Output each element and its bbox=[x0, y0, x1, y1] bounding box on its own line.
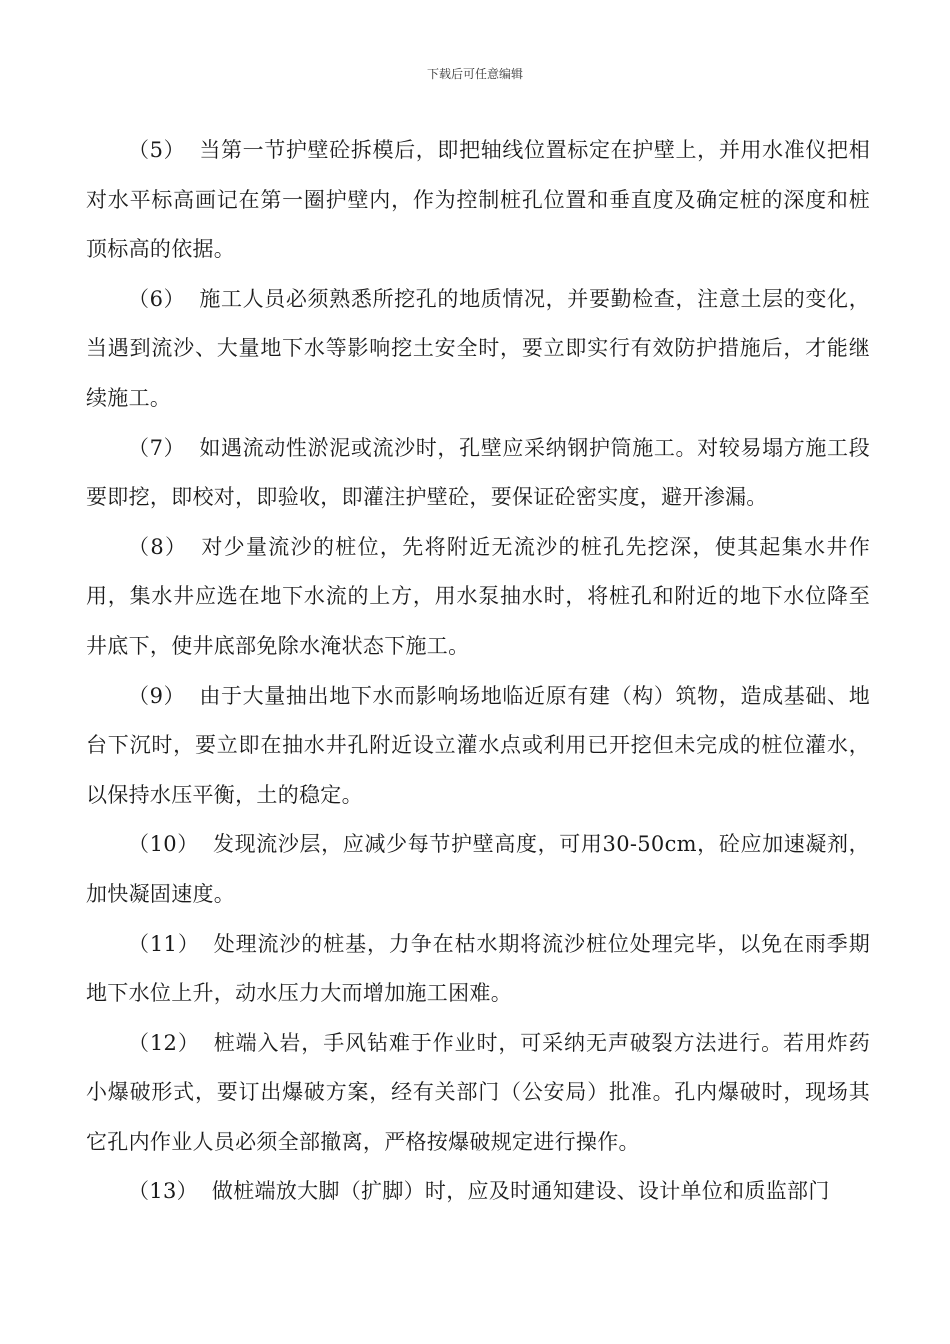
paragraph-number: （10） bbox=[128, 832, 199, 857]
paragraph-12 bbox=[86, 1019, 870, 1168]
paragraph-text: 做桩端放大脚（扩脚）时，应及时通知建设、设计单位和质监部门 bbox=[211, 1179, 830, 1204]
paragraph-number: （7） bbox=[128, 435, 186, 460]
paragraph-text: 对少量流沙的桩位，先将附近无流沙的桩孔先挖深，使其起集水井作用，集水井应选在地下水流的上方，用水泵抽水时，将桩孔和附近的地下水位降至井底下，使井底部免除水淹状态下施工。 bbox=[86, 534, 871, 658]
paragraph-8 bbox=[86, 523, 870, 672]
paragraph-13 bbox=[86, 1167, 870, 1217]
paragraph-text: 当第一节护壁砼拆模后，即把轴线位置标定在护壁上，并用水准仪把相对水平标高画记在第一圈护壁内，作为控制桩孔位置和垂直度及确定桩的深度和桩顶标高的依据。 bbox=[86, 138, 871, 262]
paragraph-number: （9） bbox=[128, 683, 186, 708]
document-body bbox=[86, 126, 870, 1217]
paragraph-9 bbox=[86, 672, 870, 821]
page-header: 下载后可任意编辑 bbox=[426, 67, 523, 81]
paragraph-number: （6） bbox=[128, 286, 186, 311]
paragraph-5 bbox=[86, 126, 870, 275]
paragraph-7 bbox=[86, 424, 870, 523]
paragraph-text: 施工人员必须熟悉所挖孔的地质情况，并要勤检查，注意土层的变化，当遇到流沙、大量地下水等影响挖土安全时，要立即实行有效防护措施后，才能继续施工。 bbox=[86, 286, 871, 410]
paragraph-number: （12） bbox=[128, 1030, 200, 1055]
paragraph-text: 发现流沙层，应减少每节护壁高度，可用30-50cm，砼应加速凝剂，加快凝固速度。 bbox=[86, 832, 870, 906]
paragraph-11 bbox=[86, 920, 870, 1019]
paragraph-text: 处理流沙的桩基，力争在枯水期将流沙桩位处理完毕，以免在雨季期地下水位上升，动水压力大而增加施工困难。 bbox=[86, 931, 871, 1006]
paragraph-text: 如遇流动性淤泥或流沙时，孔壁应采纳钢护筒施工。对较易塌方施工段要即挖，即校对，即验收，即灌注护壁砼，要保证砼密实度，避开渗漏。 bbox=[86, 435, 871, 510]
paragraph-text: 由于大量抽出地下水而影响场地临近原有建（构）筑物，造成基础、地台下沉时，要立即在抽水井孔附近设立灌水点或利用已开挖但未完成的桩位灌水，以保持水压平衡，土的稳定。 bbox=[86, 683, 871, 807]
paragraph-10 bbox=[86, 820, 870, 919]
paragraph-number: （8） bbox=[128, 534, 188, 559]
paragraph-number: （13） bbox=[128, 1179, 198, 1204]
paragraph-6 bbox=[86, 275, 870, 424]
paragraph-number: （11） bbox=[128, 931, 200, 956]
paragraph-text: 桩端入岩，手风钻难于作业时，可采纳无声破裂方法进行。若用炸药小爆破形式，要订出爆破方案，经有关部门（公安局）批准。孔内爆破时，现场其它孔内作业人员必须全部撤离，严格按爆破规定进行操作。 bbox=[86, 1030, 871, 1154]
paragraph-number: （5） bbox=[128, 138, 186, 162]
